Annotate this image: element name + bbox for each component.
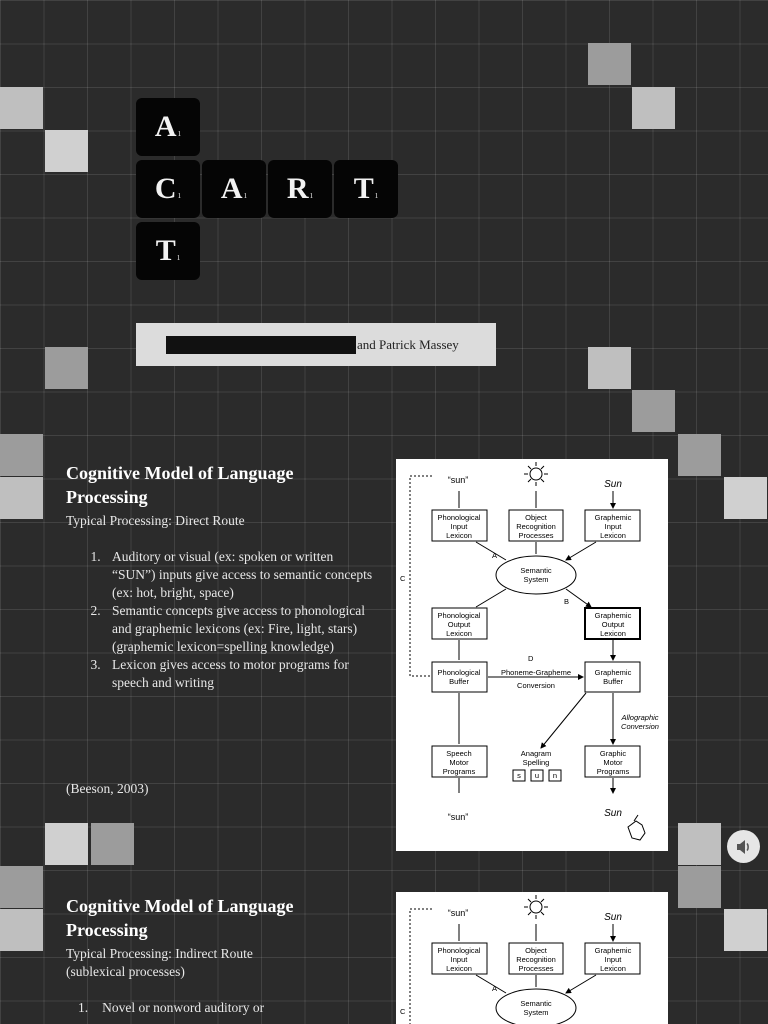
svg-text:Lexicon: Lexicon bbox=[446, 964, 472, 973]
title-tile: A $_1$ bbox=[202, 160, 266, 218]
svg-text:Motor: Motor bbox=[603, 758, 623, 767]
svg-text:System: System bbox=[523, 575, 549, 584]
grid-cell bbox=[45, 130, 88, 172]
slide-subtitle: Typical Processing: Direct Route bbox=[66, 513, 245, 528]
grid-cell bbox=[632, 87, 675, 129]
title-tile: A $_1$ bbox=[136, 98, 200, 156]
svg-text:Semantic: Semantic bbox=[520, 999, 552, 1008]
redacted-name bbox=[166, 336, 356, 354]
svg-text:“sun”: “sun” bbox=[447, 812, 469, 822]
svg-text:C: C bbox=[400, 1007, 406, 1016]
svg-text:Semantic: Semantic bbox=[520, 566, 552, 575]
svg-text:Input: Input bbox=[450, 522, 468, 531]
svg-text:Graphemic: Graphemic bbox=[594, 668, 632, 677]
svg-text:Processes: Processes bbox=[518, 531, 554, 540]
svg-text:Programs: Programs bbox=[442, 767, 476, 776]
speaker-icon bbox=[735, 838, 753, 856]
svg-text:Phonological: Phonological bbox=[437, 611, 481, 620]
list-item: 3. Lexicon gives access to motor programs for speech and writing bbox=[104, 656, 374, 692]
grid-cell bbox=[632, 390, 675, 432]
svg-text:Lexicon: Lexicon bbox=[600, 964, 626, 973]
svg-text:Object: Object bbox=[525, 946, 547, 955]
title-tile: T $_1$ bbox=[136, 222, 200, 280]
svg-text:Allographic: Allographic bbox=[621, 713, 659, 722]
grid-cell bbox=[588, 347, 631, 389]
svg-text:Lexicon: Lexicon bbox=[600, 629, 626, 638]
svg-text:Input: Input bbox=[604, 522, 622, 531]
svg-text:System: System bbox=[523, 1008, 549, 1017]
svg-text:A: A bbox=[492, 984, 498, 993]
title-tile: T $_1$ bbox=[334, 160, 398, 218]
svg-text:“sun”: “sun” bbox=[447, 475, 469, 485]
list-item: 1. Auditory or visual (ex: spoken or written “SUN”) inputs give access to semantic concepts (ex: hot, bright, space) bbox=[104, 548, 374, 602]
slide-subtitle: Typical Processing: Indirect Route bbox=[66, 946, 253, 961]
svg-text:“sun”: “sun” bbox=[447, 908, 469, 918]
grid-cell bbox=[678, 866, 721, 908]
svg-text:Lexicon: Lexicon bbox=[446, 531, 472, 540]
grid-cell bbox=[45, 347, 88, 389]
svg-text:Buffer: Buffer bbox=[603, 677, 623, 686]
grid-cell bbox=[0, 477, 43, 519]
author-box bbox=[136, 323, 496, 366]
svg-text:Recognition: Recognition bbox=[516, 522, 556, 531]
svg-text:Processes: Processes bbox=[518, 964, 554, 973]
svg-text:D: D bbox=[528, 654, 534, 663]
list-item: 1. Novel or nonword auditory or bbox=[78, 1000, 265, 1015]
citation: (Beeson, 2003) bbox=[66, 781, 149, 796]
slide-subtitle: (sublexical processes) bbox=[66, 964, 185, 979]
svg-text:Input: Input bbox=[604, 955, 622, 964]
grid-cell bbox=[0, 434, 43, 476]
language-model-diagram bbox=[396, 892, 668, 1024]
svg-text:Output: Output bbox=[447, 620, 471, 629]
svg-text:Motor: Motor bbox=[449, 758, 469, 767]
svg-text:Sun: Sun bbox=[604, 479, 622, 490]
svg-text:Graphemic: Graphemic bbox=[594, 611, 632, 620]
grid-cell bbox=[724, 909, 767, 951]
svg-text:C: C bbox=[400, 574, 406, 583]
svg-text:Graphemic: Graphemic bbox=[594, 946, 632, 955]
writing-hand-icon bbox=[628, 815, 645, 840]
svg-text:Output: Output bbox=[601, 620, 625, 629]
svg-text:A: A bbox=[492, 551, 498, 560]
svg-text:Graphemic: Graphemic bbox=[594, 513, 632, 522]
svg-text:Sun: Sun bbox=[604, 808, 622, 819]
svg-text:Speech: Speech bbox=[446, 749, 472, 758]
svg-text:Lexicon: Lexicon bbox=[446, 629, 472, 638]
grid-cell bbox=[588, 43, 631, 85]
steps-list bbox=[66, 548, 374, 692]
svg-text:Lexicon: Lexicon bbox=[600, 531, 626, 540]
svg-text:Anagram: Anagram bbox=[520, 749, 552, 758]
title-tile: C $_1$ bbox=[136, 160, 200, 218]
svg-text:Sun: Sun bbox=[604, 912, 622, 923]
grid-cell bbox=[45, 823, 88, 865]
author-name: and Patrick Massey bbox=[357, 336, 459, 352]
svg-text:n: n bbox=[552, 771, 558, 780]
grid-cell bbox=[0, 866, 43, 908]
svg-text:Phonological: Phonological bbox=[437, 668, 481, 677]
svg-text:Phonological: Phonological bbox=[437, 513, 481, 522]
grid-cell bbox=[678, 823, 721, 865]
svg-text:Input: Input bbox=[450, 955, 468, 964]
svg-text:Phoneme-Grapheme: Phoneme-Grapheme bbox=[500, 668, 572, 677]
svg-text:B: B bbox=[564, 597, 570, 606]
slide-title: Cognitive Model of Language Processing bbox=[66, 896, 294, 940]
svg-text:s: s bbox=[517, 771, 521, 780]
svg-text:Buffer: Buffer bbox=[449, 677, 469, 686]
title-tile: R $_1$ bbox=[268, 160, 332, 218]
grid-cell bbox=[724, 477, 767, 519]
svg-text:Conversion: Conversion bbox=[517, 681, 555, 690]
svg-text:Graphic: Graphic bbox=[599, 749, 627, 758]
svg-text:Conversion: Conversion bbox=[621, 722, 659, 731]
svg-text:Programs: Programs bbox=[596, 767, 630, 776]
grid-cell bbox=[0, 87, 43, 129]
svg-text:Spelling: Spelling bbox=[522, 758, 550, 767]
grid-cell bbox=[0, 909, 43, 951]
language-model-diagram bbox=[396, 459, 668, 851]
sun-icon bbox=[524, 895, 548, 919]
svg-text:Recognition: Recognition bbox=[516, 955, 556, 964]
svg-text:Phonological: Phonological bbox=[437, 946, 481, 955]
audio-button[interactable] bbox=[727, 830, 760, 863]
svg-text:u: u bbox=[534, 771, 540, 780]
slide-title: Cognitive Model of Language Processing bbox=[66, 463, 294, 507]
sun-icon bbox=[524, 462, 548, 486]
svg-text:Object: Object bbox=[525, 513, 547, 522]
grid-cell bbox=[678, 434, 721, 476]
grid-cell bbox=[91, 823, 134, 865]
list-item: 2. Semantic concepts give access to phonological and graphemic lexicons (ex: Fire, light, stars) (graphemic lexicon=spelling knowledge) bbox=[104, 602, 374, 656]
